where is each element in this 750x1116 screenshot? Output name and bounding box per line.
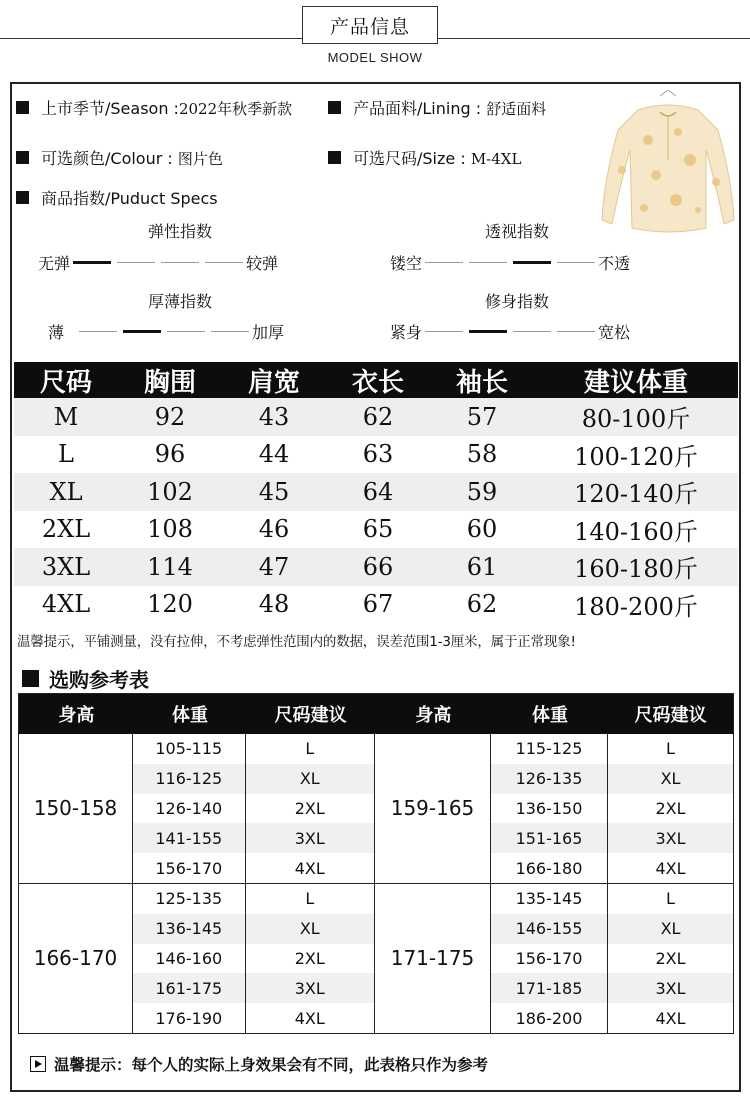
table-row [491, 823, 733, 853]
elastic-left-label: 无弹 [38, 254, 71, 273]
size-header-cell: 肩宽 [247, 367, 300, 398]
size-cell: 100-120斤 [574, 442, 698, 471]
table-row [133, 914, 374, 944]
size-suggestion-cell: 2XL [294, 948, 325, 968]
size-cell: 45 [258, 477, 290, 506]
table-row [133, 853, 374, 883]
reference-title: 选购参考表 [49, 668, 149, 692]
size-cell: 61 [466, 552, 498, 581]
table-row [491, 853, 733, 883]
elastic-index-title: 弹性指数 [147, 222, 212, 241]
table-row [491, 794, 733, 824]
bullet-square-icon [328, 101, 341, 114]
reference-header-cell: 身高 [58, 705, 95, 726]
size-suggestion-cell: L [666, 889, 675, 909]
size-cell: 59 [466, 477, 498, 506]
scale-segment [205, 262, 243, 263]
size-cell: 65 [362, 515, 394, 544]
elastic-right-label: 较弹 [246, 254, 279, 273]
thickness-index-title: 厚薄指数 [147, 292, 212, 311]
scale-segment [167, 331, 205, 332]
header-line-right [430, 38, 750, 39]
season-label: 上市季节/Season : [41, 99, 179, 118]
colour-label: 可选颜色/Colour : [41, 149, 173, 168]
scale-segment [117, 262, 155, 263]
size-cell: 60 [466, 515, 498, 544]
lining-label: 产品面料/Lining : [353, 99, 482, 118]
size-suggestion-cell: XL [299, 919, 320, 939]
size-cell: 48 [258, 590, 290, 619]
size-cell: 3XL [41, 552, 91, 581]
table-row [133, 794, 374, 824]
size-cell: 96 [154, 440, 186, 469]
reference-group [19, 734, 733, 883]
size-header-cell: 袖长 [455, 367, 508, 398]
scale-segment [79, 331, 117, 332]
size-suggestion-cell: L [305, 889, 315, 909]
size-cell: 2XL [41, 515, 91, 544]
size-suggestion-cell: 2XL [655, 948, 686, 968]
scale-segment [513, 261, 551, 264]
scale-segment [425, 262, 463, 263]
table-row [14, 436, 738, 474]
size-info [328, 146, 521, 169]
weight-cell: 146-155 [491, 914, 608, 944]
size-cell: 102 [147, 477, 193, 506]
footer-text: 温馨提示：每个人的实际上身效果会有不同，此表格只作为参考 [54, 1056, 489, 1074]
weight-cell: 186-200 [491, 1003, 608, 1033]
size-cell: 64 [362, 477, 394, 506]
height-range-cell: 166-170 [19, 884, 133, 1033]
fit-right-label: 宽松 [598, 323, 631, 342]
reference-table [18, 693, 734, 1034]
size-suggestion-cell: 3XL [294, 978, 325, 998]
bullet-square-icon [16, 191, 29, 204]
size-suggestion-cell: 4XL [655, 858, 686, 878]
sheer-index-scale [390, 251, 630, 274]
bullet-square-icon [16, 101, 29, 114]
size-cell: 80-100斤 [581, 405, 691, 434]
size-header-cell: 建议体重 [583, 367, 688, 398]
size-suggestion-cell: XL [660, 769, 681, 789]
table-row [133, 823, 374, 853]
size-suggestion-cell: 4XL [294, 858, 325, 878]
size-cell: 63 [362, 440, 394, 469]
size-cell: 114 [147, 552, 193, 581]
size-suggestion-cell: 4XL [294, 1008, 325, 1028]
colour-info [16, 146, 223, 169]
page-title: 产品信息 [302, 6, 438, 44]
scale-segment [469, 330, 507, 333]
weight-cell: 105-115 [133, 734, 246, 764]
size-cell: 67 [362, 590, 394, 619]
size-cell: 44 [258, 440, 290, 469]
size-cell: 46 [258, 515, 290, 544]
scale-segment [513, 331, 551, 332]
size-table-header [14, 362, 738, 398]
colour-value: 图片色 [177, 150, 223, 168]
lining-info [328, 96, 546, 119]
size-cell: 62 [362, 402, 394, 431]
page-subtitle: MODEL SHOW [327, 50, 423, 65]
weight-cell: 126-140 [133, 794, 246, 824]
size-suggestion-cell: 3XL [655, 978, 686, 998]
weight-cell: 126-135 [491, 764, 608, 794]
size-suggestion-cell: XL [660, 919, 681, 939]
footer-note [30, 1053, 488, 1075]
size-cell: XL [49, 477, 83, 506]
size-suggestion-cell: L [305, 739, 315, 759]
scale-segment [123, 330, 161, 333]
size-value: M-4XL [470, 150, 522, 168]
size-suggestion-cell: 2XL [294, 798, 325, 818]
reference-table-header [19, 694, 733, 734]
scale-segment [557, 262, 595, 263]
size-cell: M [53, 402, 79, 431]
weight-cell: 161-175 [133, 973, 246, 1003]
size-cell: 120 [147, 590, 193, 619]
header-line-left [0, 38, 310, 39]
weight-cell: 156-170 [491, 944, 608, 974]
reference-section-title [22, 664, 149, 693]
thickness-right-label: 加厚 [252, 323, 285, 342]
size-cell: 108 [147, 515, 193, 544]
height-range-cell: 159-165 [375, 734, 491, 883]
scale-segment [425, 331, 463, 332]
weight-cell: 151-165 [491, 823, 608, 853]
weight-cell: 141-155 [133, 823, 246, 853]
reference-header-cell: 尺码建议 [274, 705, 347, 726]
size-cell: L [58, 440, 74, 469]
play-icon [30, 1056, 46, 1072]
scale-segment [161, 262, 199, 263]
table-row [491, 734, 733, 764]
table-row [133, 944, 374, 974]
thickness-index-scale [48, 320, 284, 343]
table-row [491, 973, 733, 1003]
bullet-square-icon [328, 151, 341, 164]
size-cell: 140-160斤 [574, 517, 698, 546]
size-cell: 4XL [41, 590, 91, 619]
table-row [133, 1003, 374, 1033]
size-label: 可选尺码/Size : [353, 149, 466, 168]
season-value: 2022年秋季新款 [178, 100, 293, 118]
specs-label: 商品指数/Puduct Specs [41, 189, 218, 208]
table-row [133, 973, 374, 1003]
weight-cell: 166-180 [491, 853, 608, 883]
table-row [14, 511, 738, 549]
weight-cell: 146-160 [133, 944, 246, 974]
size-cell: 47 [258, 552, 290, 581]
lining-value: 舒适面料 [486, 100, 547, 118]
scale-segment [469, 262, 507, 263]
sheer-left-label: 镂空 [390, 254, 423, 273]
table-row [491, 944, 733, 974]
weight-cell: 136-150 [491, 794, 608, 824]
reference-header-cell: 尺码建议 [634, 705, 707, 726]
table-row [133, 764, 374, 794]
size-suggestion-cell: 4XL [655, 1008, 686, 1028]
season-info [16, 96, 292, 119]
size-cell: 92 [154, 402, 186, 431]
size-cell: 160-180斤 [574, 555, 698, 584]
table-row [491, 884, 733, 914]
weight-cell: 115-125 [491, 734, 608, 764]
size-cell: 43 [258, 402, 290, 431]
weight-cell: 136-145 [133, 914, 246, 944]
elastic-index-scale [38, 251, 278, 274]
reference-header-cell: 体重 [532, 705, 568, 726]
size-suggestion-cell: L [666, 739, 675, 759]
scale-segment [73, 261, 111, 264]
height-range-cell: 150-158 [19, 734, 133, 883]
size-header-cell: 衣长 [351, 367, 404, 398]
table-row [491, 1003, 733, 1033]
fit-left-label: 紧身 [390, 323, 423, 342]
size-table [14, 362, 738, 623]
table-row [14, 398, 738, 436]
specs-info [16, 186, 218, 209]
size-cell: 62 [466, 590, 498, 619]
size-cell: 180-200斤 [574, 592, 698, 621]
size-suggestion-cell: 3XL [655, 828, 686, 848]
table-row [491, 914, 733, 944]
weight-cell: 116-125 [133, 764, 246, 794]
section-square-icon [22, 670, 39, 687]
garment-image [598, 90, 738, 240]
fit-index-scale [390, 320, 630, 343]
reference-group [19, 883, 733, 1033]
table-row [14, 548, 738, 586]
size-cell: 58 [466, 440, 498, 469]
sheer-right-label: 不透 [598, 254, 631, 273]
size-header-cell: 尺码 [39, 367, 92, 398]
size-cell: 66 [362, 552, 394, 581]
size-suggestion-cell: 3XL [294, 828, 325, 848]
scale-segment [211, 331, 249, 332]
table-row [491, 764, 733, 794]
fit-index-title: 修身指数 [484, 292, 549, 311]
reference-header-cell: 体重 [172, 705, 209, 726]
weight-cell: 171-185 [491, 973, 608, 1003]
table-row [133, 884, 374, 914]
thickness-left-label: 薄 [48, 323, 65, 342]
size-cell: 57 [466, 402, 498, 431]
table-row [14, 586, 738, 624]
size-suggestion-cell: XL [299, 769, 320, 789]
size-header-cell: 胸围 [143, 367, 196, 398]
weight-cell: 176-190 [133, 1003, 246, 1033]
weight-cell: 156-170 [133, 853, 246, 883]
weight-cell: 125-135 [133, 884, 246, 914]
scale-segment [557, 331, 595, 332]
sheer-index-title: 透视指数 [484, 222, 549, 241]
table-row [133, 734, 374, 764]
reference-header-cell: 身高 [415, 705, 452, 726]
weight-cell: 135-145 [491, 884, 608, 914]
measurement-tip: 温馨提示，平铺测量，没有拉伸，不考虑弹性范围内的数据，误差范围1-3厘米，属于正常现象! [17, 634, 576, 650]
height-range-cell: 171-175 [375, 884, 491, 1033]
size-cell: 120-140斤 [574, 480, 698, 509]
size-suggestion-cell: 2XL [655, 798, 686, 818]
table-row [14, 473, 738, 511]
bullet-square-icon [16, 151, 29, 164]
